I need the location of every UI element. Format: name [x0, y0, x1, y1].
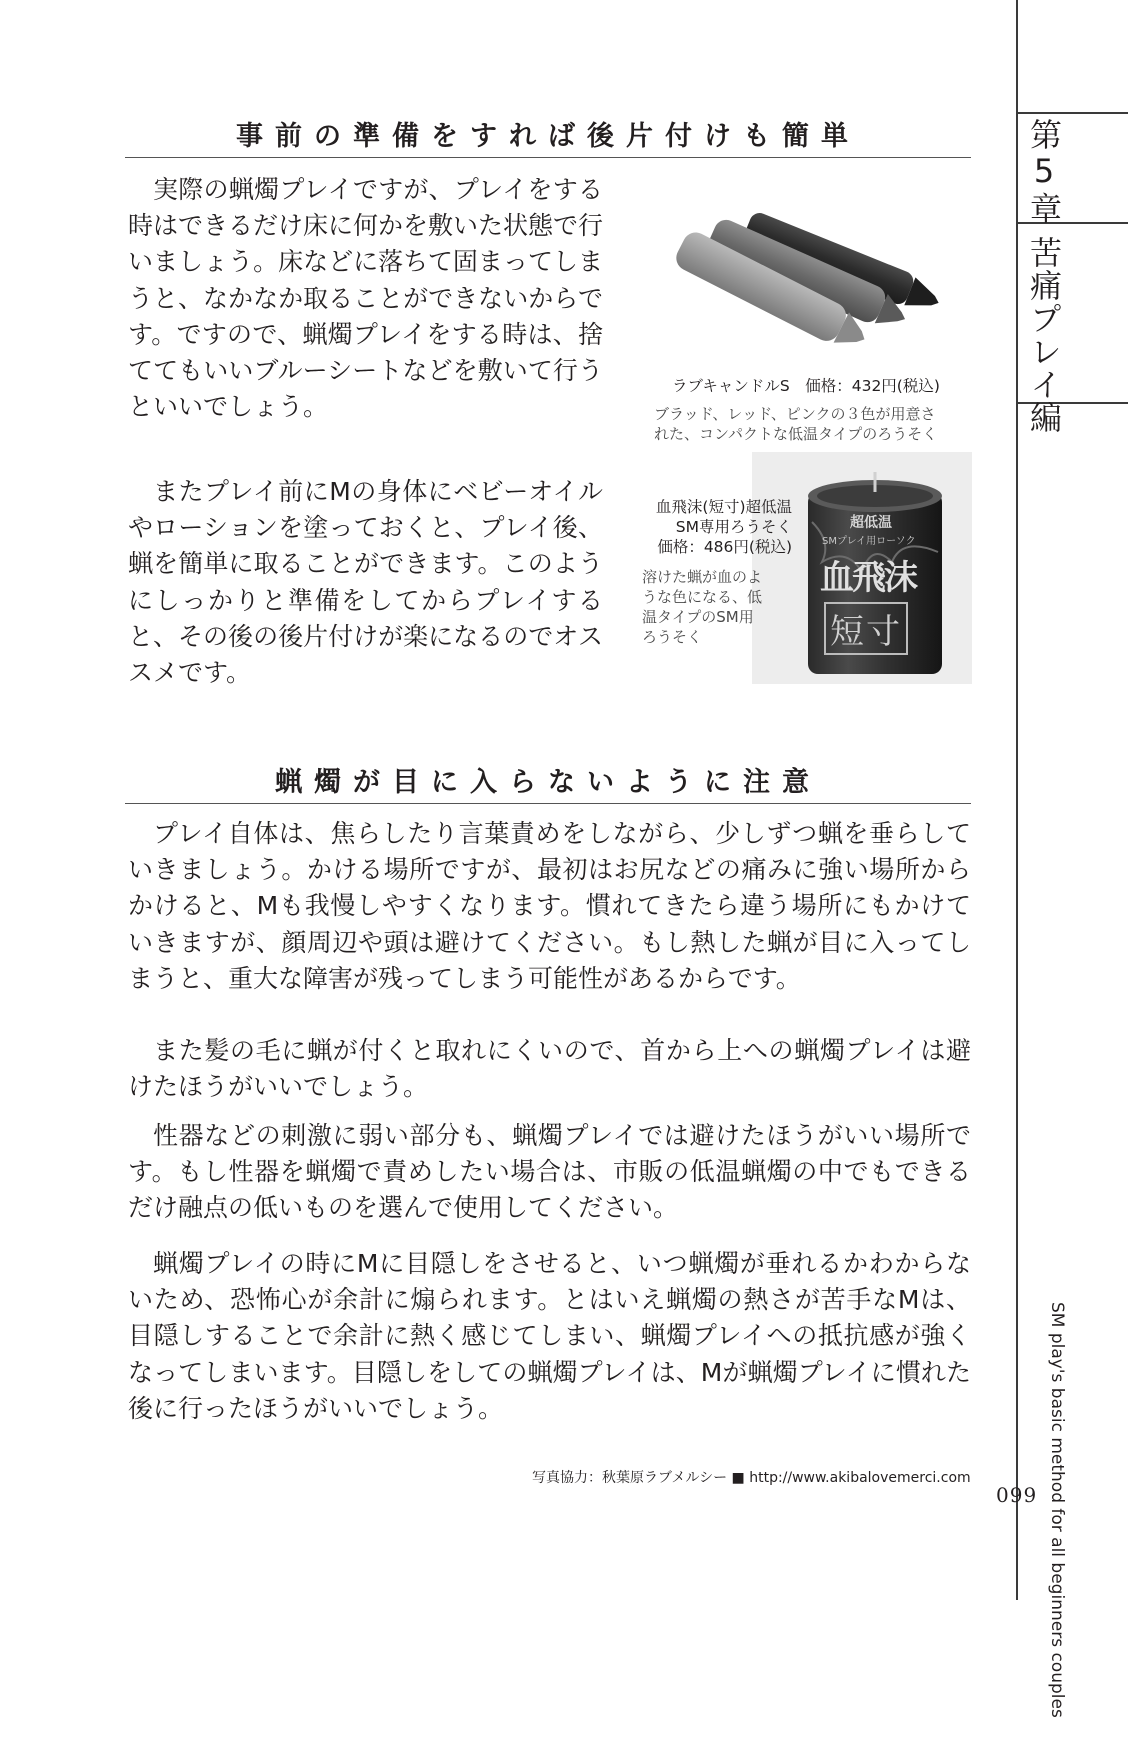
photo-credit: 写真協力：秋葉原ラブメルシー ■ http://www.akibalovemerci.com: [532, 1470, 971, 1486]
pillar-candle-photo: [752, 452, 972, 684]
section1-heading-rule: [125, 157, 971, 158]
chapter-number: 第5章: [1025, 118, 1063, 226]
candles-description-line-2: れた、コンパクトな低温タイプのろうそく: [654, 425, 938, 443]
section2-paragraph-3: 性器などの刺激に弱い部分も、蝋燭プレイでは避けたほうがいい場所です。もし性器を蝋燭で責めしたい場合は、市販の低温蝋燭の中でもできるだけ融点の低いものを選んで使用してください。: [128, 1121, 971, 1223]
section2-heading-rule: [125, 803, 971, 804]
section2-paragraph-1: プレイ自体は、焦らしたり言葉責めをしながら、少しずつ蝋を垂らしていきましょう。かける場所ですが、最初はお尻などの痛みに強い場所からかけると、Mも我慢しやすくなります。慣れてきたら違う場所にもかけていきますが、顔周辺や頭は避けてください。もし熱した蝋が目に入ってしまうと、重大な障害が残ってしまう可能性があるからです。: [128, 819, 971, 993]
section1-paragraph-2: またプレイ前にMの身体にベビーオイルやローションを塗っておくと、プレイ後、蝋を簡単に取ることができます。このようにしっかりと準備をしてからプレイすると、その後の後片付けが楽になるのでオススメです。: [128, 477, 603, 688]
pillar-caption-line-1: 血飛沫(短寸)超低温: [655, 498, 792, 516]
pillar-description-line-2: うな色になる、低: [642, 588, 763, 606]
section2-paragraph-2: また髪の毛に蝋が付くと取れにくいので、首から上への蝋燭プレイは避けたほうがいいでしょう。: [128, 1036, 971, 1102]
section1-paragraph-1: 実際の蝋燭プレイですが、プレイをする時はできるだけ床に何かを敷いた状態で行いましょう。床などに落ちて固まってしまうと、なかなか取ることができないからです。ですので、蝋燭プレイをする時は、捨ててもいいブルーシートなどを敷いて行うといいでしょう。: [128, 175, 604, 422]
pillar-description-line-1: 溶けた蝋が血のよ: [642, 568, 763, 586]
side-english-title: SM play's basic method for all beginners couples: [1047, 1302, 1067, 1718]
side-rule-top: [1018, 112, 1128, 114]
candle-label-sub: SMプレイ用ローソク: [822, 536, 916, 547]
pillar-description-line-4: ろうそく: [642, 628, 703, 646]
section2-heading: 蝋燭が目に入らないように注意: [275, 767, 821, 798]
candles-description-line-1: ブラッド、レッド、ピンクの３色が用意さ: [654, 405, 936, 423]
candle-label-short: 短寸: [824, 602, 908, 655]
candle-label-main: 血飛沫: [820, 558, 916, 598]
candles-photo: [676, 192, 966, 367]
pillar-description-line-3: 温タイプのSM用: [642, 608, 754, 626]
pillar-caption-line-2: SM専用ろうそく: [675, 518, 792, 536]
side-divider: [1016, 0, 1018, 1600]
candle-label-top: 超低温: [850, 515, 892, 531]
chapter-title: 苦痛プレイ編: [1025, 236, 1063, 434]
candles-caption: ラブキャンドルS 価格：432円(税込): [672, 377, 940, 395]
section2-paragraph-4: 蝋燭プレイの時にMに目隠しをさせると、いつ蝋燭が垂れるかわからないため、恐怖心が余計に煽られます。とはいえ蝋燭の熱さが苦手なMは、目隠しすることで余計に熱く感じてしまい、蝋燭プレイへの抵抗感が強くなってしまいます。目隠しをしての蝋燭プレイは、Mが蝋燭プレイに慣れた後に行ったほうがいいでしょう。: [128, 1249, 971, 1423]
page-number: 099: [996, 1483, 1038, 1507]
section1-heading: 事前の準備をすれば後片付けも簡単: [236, 121, 860, 152]
pillar-caption-line-3: 価格：486円(税込): [657, 538, 792, 556]
